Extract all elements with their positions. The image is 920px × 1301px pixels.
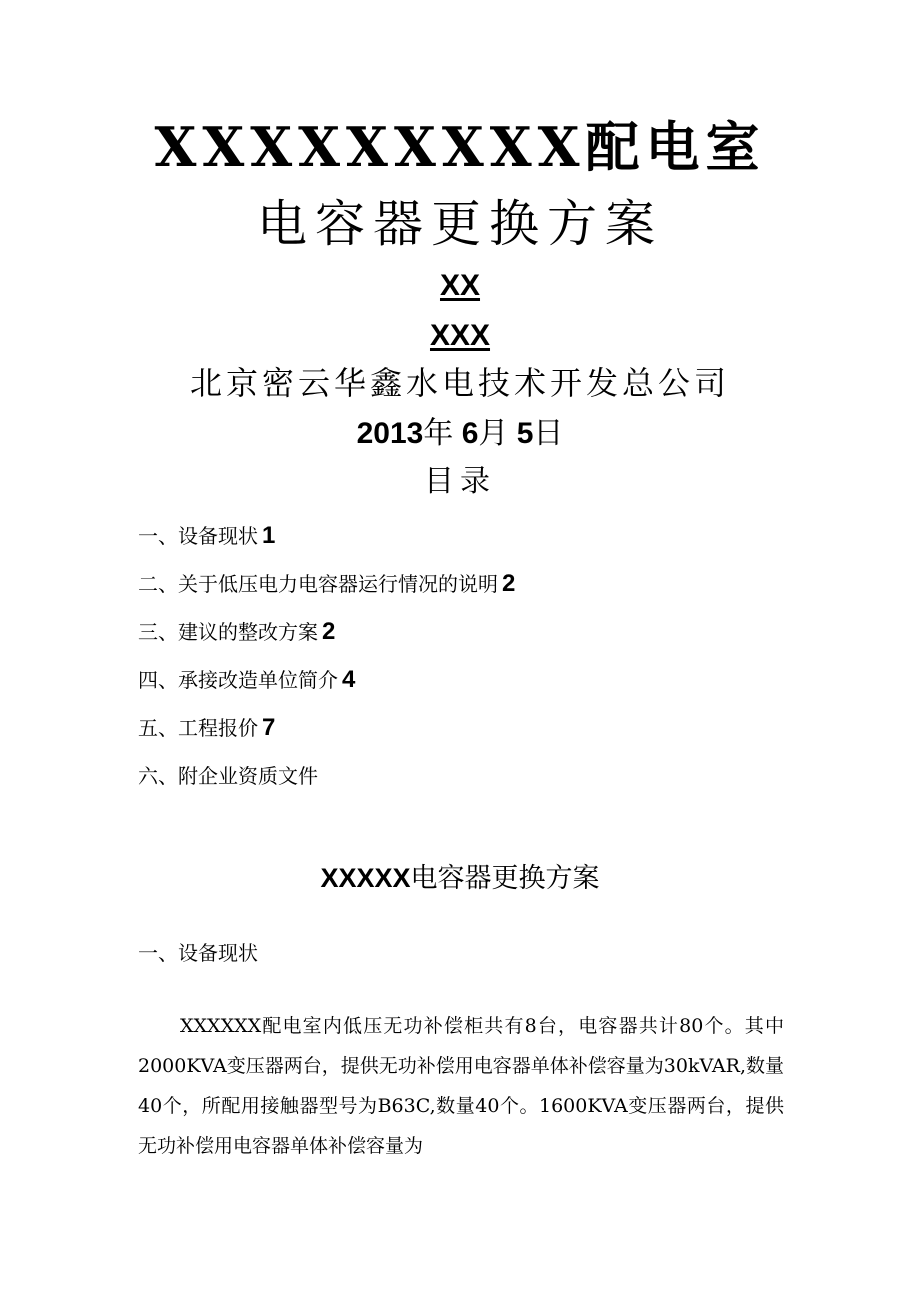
toc-title: 目录 [424, 464, 496, 499]
toc-item-label: 二、关于低压电力电容器运行情况的说明 [138, 574, 498, 596]
cover-subtitle-line2 [0, 318, 920, 354]
toc-item[interactable] [138, 756, 515, 804]
date-day: 5 [516, 417, 534, 450]
toc-item-page: 1 [262, 522, 276, 549]
section-title [0, 858, 920, 899]
toc-item-label: 四、承接改造单位简介 [138, 670, 338, 692]
toc-item[interactable] [138, 564, 515, 612]
toc-item-label: 五、工程报价 [138, 718, 258, 740]
toc-item-label: 三、建议的整改方案 [138, 622, 318, 644]
toc-item-page: 2 [502, 570, 516, 597]
toc-item-page: 7 [262, 714, 276, 741]
toc-list [138, 516, 515, 804]
cover-subtitle-line2-text: XXX [429, 319, 491, 352]
toc-item[interactable] [138, 708, 515, 756]
toc-item[interactable] [138, 660, 515, 708]
cover-title-line1: XXXXXXXXX配电室 [154, 115, 766, 179]
cover-title-line2: 电容器更换方案 [257, 195, 663, 253]
date-month-unit: 月 [478, 416, 509, 451]
cover-subtitle-line1-text: XX [439, 269, 481, 302]
section-title-suffix: 电容器更换方案 [410, 863, 600, 894]
company-name: 北京密云华鑫水电技术开发总公司 [189, 364, 730, 402]
section-title-prefix: XXXXX [320, 863, 411, 893]
toc-item-page: 4 [342, 666, 356, 693]
section-paragraph: XXXXXX配电室内低压无功补偿柜共有8台，电容器共计80个。其中2000KVA变压器两台，提供无功补偿用电容器单体补偿容量为30kVAR,数量40个，所配用接触器型号为B63C,数量40个。1600KVA变压器两台，提供无功补偿用电容器单体补偿容量为 [138, 1015, 784, 1157]
date-day-unit: 日 [533, 416, 564, 451]
toc-item[interactable] [138, 612, 515, 660]
toc-item-label: 六、附企业资质文件 [138, 766, 318, 788]
cover-date [0, 414, 920, 454]
date-year: 2013 [356, 417, 424, 450]
date-month: 6 [461, 417, 479, 450]
toc-item-label: 一、设备现状 [138, 526, 258, 548]
cover-subtitle-line1 [0, 268, 920, 304]
toc-item-page: 2 [322, 618, 336, 645]
toc-item[interactable] [138, 516, 515, 564]
section-heading: 一、设备现状 [138, 943, 258, 965]
date-year-unit: 年 [423, 416, 454, 451]
